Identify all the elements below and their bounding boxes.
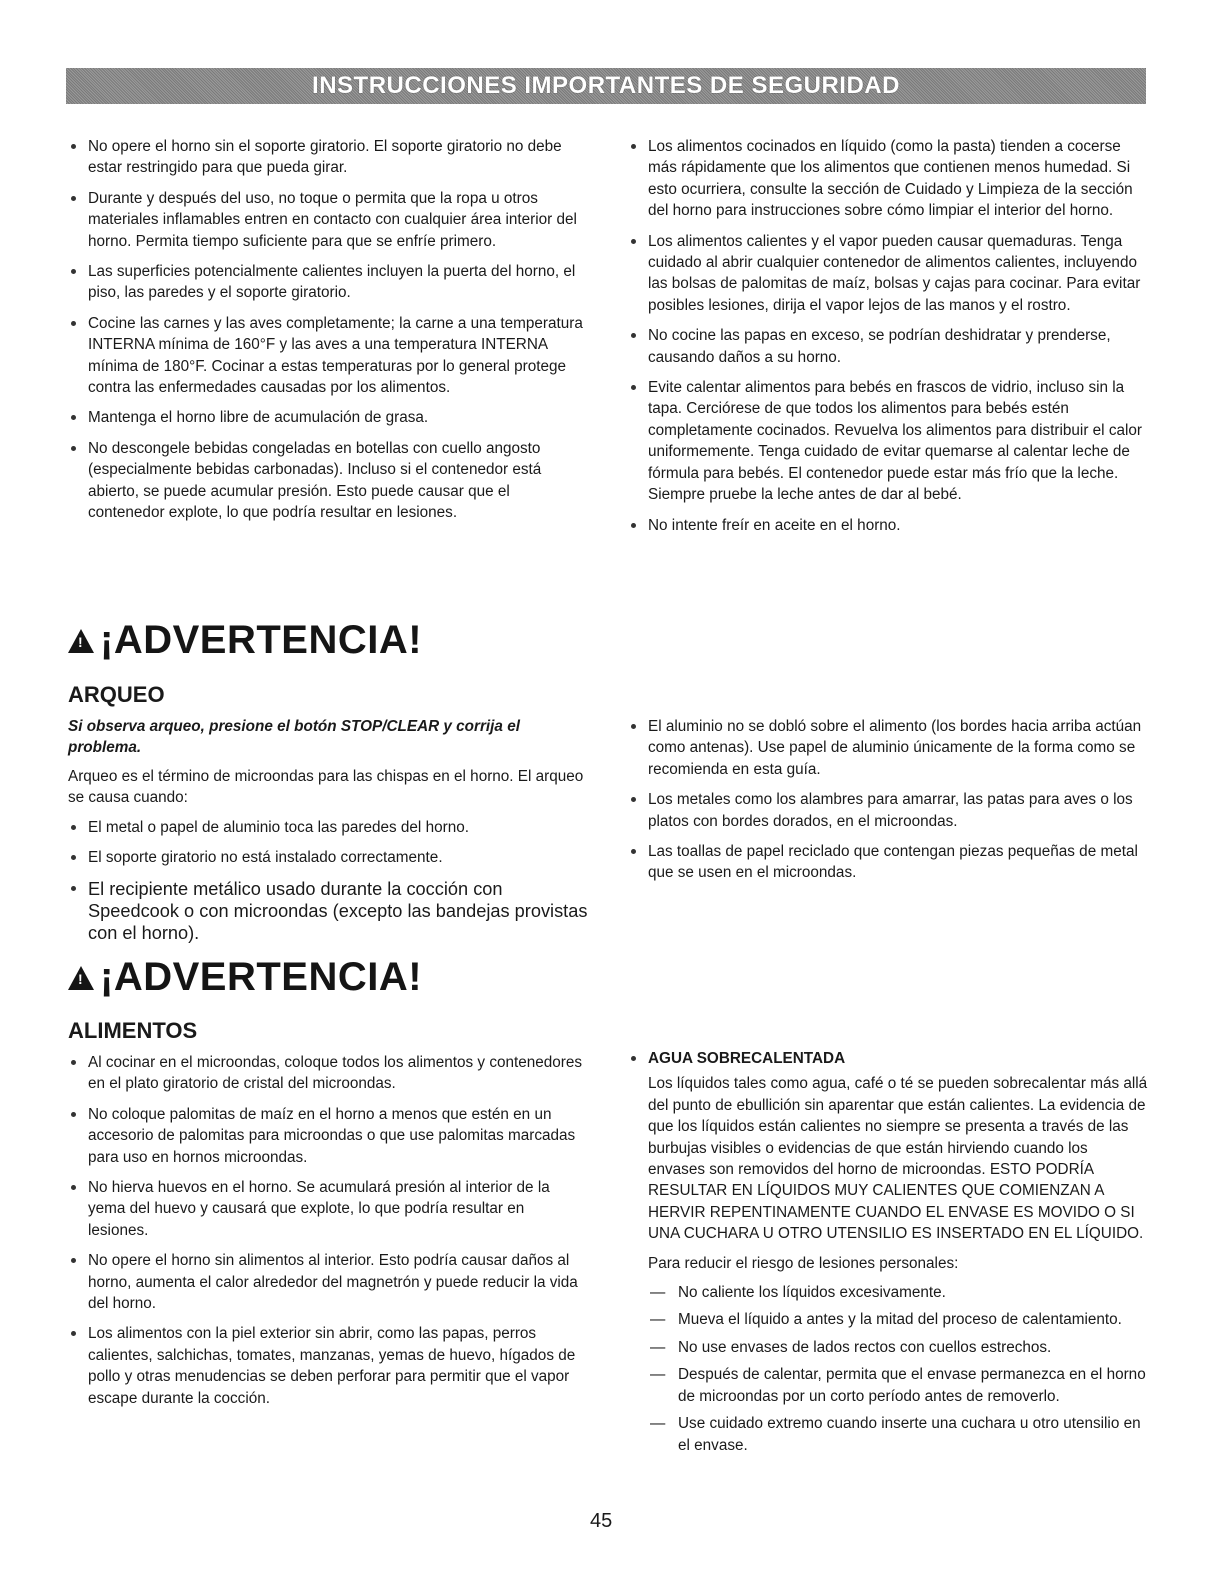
- list-item: No opere el horno sin alimentos al interior. Esto podría causar daños al horno, aumenta el calor alrededor del magnetrón y puede reducir la vida del horno.: [68, 1250, 588, 1314]
- alimentos-left-column: [68, 1052, 588, 1418]
- page-number: 45: [590, 1510, 613, 1532]
- superheated-water-title: AGUA SOBRECALENTADA: [648, 1050, 846, 1067]
- warning-title: ¡ADVERTENCIA!: [100, 955, 423, 999]
- dash-item: — Use cuidado extremo cuando inserte una cuchara u otro utensilio en el envase.: [648, 1413, 1148, 1456]
- list-item: Evite calentar alimentos para bebés en frascos de vidrio, incluso sin la tapa. Cerciórese de que todos los alimentos para bebés estén completamente cocinados. Revuelva los alimentos para distribuir el calor uniformemente. Tenga cuidado de evitar quemarse al calentar leche de fórmula para bebés. El contenedor puede estar más frío que la leche. Siempre pruebe la leche antes de dar al bebé.: [628, 377, 1148, 505]
- list-item: Los alimentos calientes y el vapor pueden causar quemaduras. Tenga cuidado al abrir cualquier contenedor de alimentos calientes, incluyendo las bolsas de palomitas de maíz, bolsas y cajas para cocinar. Para evitar posibles lesiones, dirija el vapor lejos de las manos y el rostro.: [628, 231, 1148, 317]
- list-item: No opere el horno sin el soporte giratorio. El soporte giratorio no debe estar restringido para que pueda girar.: [68, 136, 588, 179]
- dash-item: — No caliente los líquidos excesivamente.: [648, 1282, 1148, 1303]
- list-item: Mantenga el horno libre de acumulación de grasa.: [68, 407, 588, 428]
- section-title-arqueo: ARQUEO: [68, 682, 165, 707]
- warning-title: ¡ADVERTENCIA!: [100, 618, 423, 662]
- arqueo-lead: Si observa arqueo, presione el botón STOP/CLEAR y corrija el problema.: [68, 718, 520, 756]
- list-item: Los alimentos con la piel exterior sin abrir, como las papas, perros calientes, salchichas, tomates, manzanas, yemas de huevo, hígados de pollo y otras menudencias se deben perforar para permitir que el vapor escape durante la cocción.: [68, 1323, 588, 1409]
- safety-right-column: [628, 136, 1148, 545]
- superheated-water-body: Los líquidos tales como agua, café o té se pueden sobrecalentar más allá del punto de ebullición sin aparentar que están calientes. La evidencia de que los líquidos están calientes no siempre se presenta a través de las burbujas visibles o evidencias de que están hirviendo cuando los envases son removidos del horno de microondas. ESTO PODRÍA RESULTAR EN LÍQUIDOS MUY CALIENTES QUE COMIENZAN A HERVIR REPENTINAMENTE CUANDO EL ENVASE ES MOVIDO O SI UNA CUCHARA U OTRO UTENSILIO ES INSERTADO EN EL LÍQUIDO.: [648, 1075, 1148, 1243]
- list-item: No intente freír en aceite en el horno.: [628, 515, 1148, 536]
- list-item: Durante y después del uso, no toque o permita que la ropa u otros materiales inflamables entren en contacto con cualquier área interior del horno. Permita tiempo suficiente para que se enfríe primero.: [68, 188, 588, 252]
- superheated-water-reduce: Para reducir el riesgo de lesiones personales:: [648, 1254, 959, 1272]
- header-banner: [66, 68, 1146, 104]
- list-item: El metal o papel de aluminio toca las paredes del horno.: [68, 817, 588, 838]
- alimentos-right-column: [628, 1048, 1148, 1462]
- section-title-alimentos: ALIMENTOS: [68, 1018, 198, 1043]
- list-item: Cocine las carnes y las aves completamente; la carne a una temperatura INTERNA mínima de 160°F y las aves a una temperatura INTERNA mínima de 180°F. Cocinar a estas temperaturas por lo general protege contra las enfermedades causadas por los alimentos.: [68, 313, 588, 399]
- list-item: No hierva huevos en el horno. Se acumulará presión al interior de la yema del huevo y causará que explote, lo que podría resultar en lesiones.: [68, 1177, 588, 1241]
- list-item: El aluminio no se dobló sobre el alimento (los bordes hacia arriba actúan como antenas). Use papel de aluminio únicamente de la forma como se recomienda en esta guía.: [628, 716, 1148, 780]
- list-item: Al cocinar en el microondas, coloque todos los alimentos y contenedores en el plato giratorio de cristal del microondas.: [68, 1052, 588, 1095]
- dash-item: — Después de calentar, permita que el envase permanezca en el horno de microondas por un corto período antes de removerlo.: [648, 1364, 1148, 1407]
- list-item: El soporte giratorio no está instalado correctamente.: [68, 847, 588, 868]
- list-item: Los alimentos cocinados en líquido (como la pasta) tienden a cocerse más rápidamente que los alimentos que contienen menos humedad. Si esto ocurriera, consulte la sección de Cuidado y Limpieza de la sección del horno para instrucciones sobre cómo limpiar el interior del horno.: [628, 136, 1148, 222]
- warning-heading-alimentos: [68, 955, 422, 1000]
- list-item: No descongele bebidas congeladas en botellas con cuello angosto (especialmente bebidas carbonadas). Incluso si el contenedor está abierto, se puede acumular presión. Esto puede causar que el contenedor explote, lo que podría resultar en lesiones.: [68, 438, 588, 524]
- safety-left-column: [68, 136, 588, 533]
- arqueo-right-column: [628, 716, 1148, 893]
- dash-item: — Mueva el líquido a antes y la mitad del proceso de calentamiento.: [648, 1309, 1148, 1330]
- list-item: Las superficies potencialmente calientes incluyen la puerta del horno, el piso, las paredes y el soporte giratorio.: [68, 261, 588, 304]
- arqueo-left-column: [68, 716, 588, 953]
- list-item: Las toallas de papel reciclado que contengan piezas pequeñas de metal que se usen en el microondas.: [628, 841, 1148, 884]
- warning-triangle-icon: [68, 966, 94, 990]
- list-item: El recipiente metálico usado durante la cocción con Speedcook o con microondas (excepto las bandejas provistas con el horno).: [68, 878, 588, 944]
- list-item: Los metales como los alambres para amarrar, las patas para aves o los platos con bordes dorados, en el microondas.: [628, 789, 1148, 832]
- list-item: No cocine las papas en exceso, se podrían deshidratar y prenderse, causando daños a su horno.: [628, 325, 1148, 368]
- arqueo-intro: Arqueo es el término de microondas para las chispas en el horno. El arqueo se causa cuando:: [68, 768, 584, 807]
- list-item: [628, 1048, 1148, 1069]
- dash-item: — No use envases de lados rectos con cuellos estrechos.: [648, 1337, 1148, 1358]
- list-item: No coloque palomitas de maíz en el horno a menos que estén en un accesorio de palomitas para microondas o que use palomitas marcadas para uso en hornos microondas.: [68, 1104, 588, 1168]
- warning-heading-arqueo: [68, 618, 422, 663]
- page-title: INSTRUCCIONES IMPORTANTES DE SEGURIDAD: [312, 72, 900, 99]
- warning-triangle-icon: [68, 629, 94, 653]
